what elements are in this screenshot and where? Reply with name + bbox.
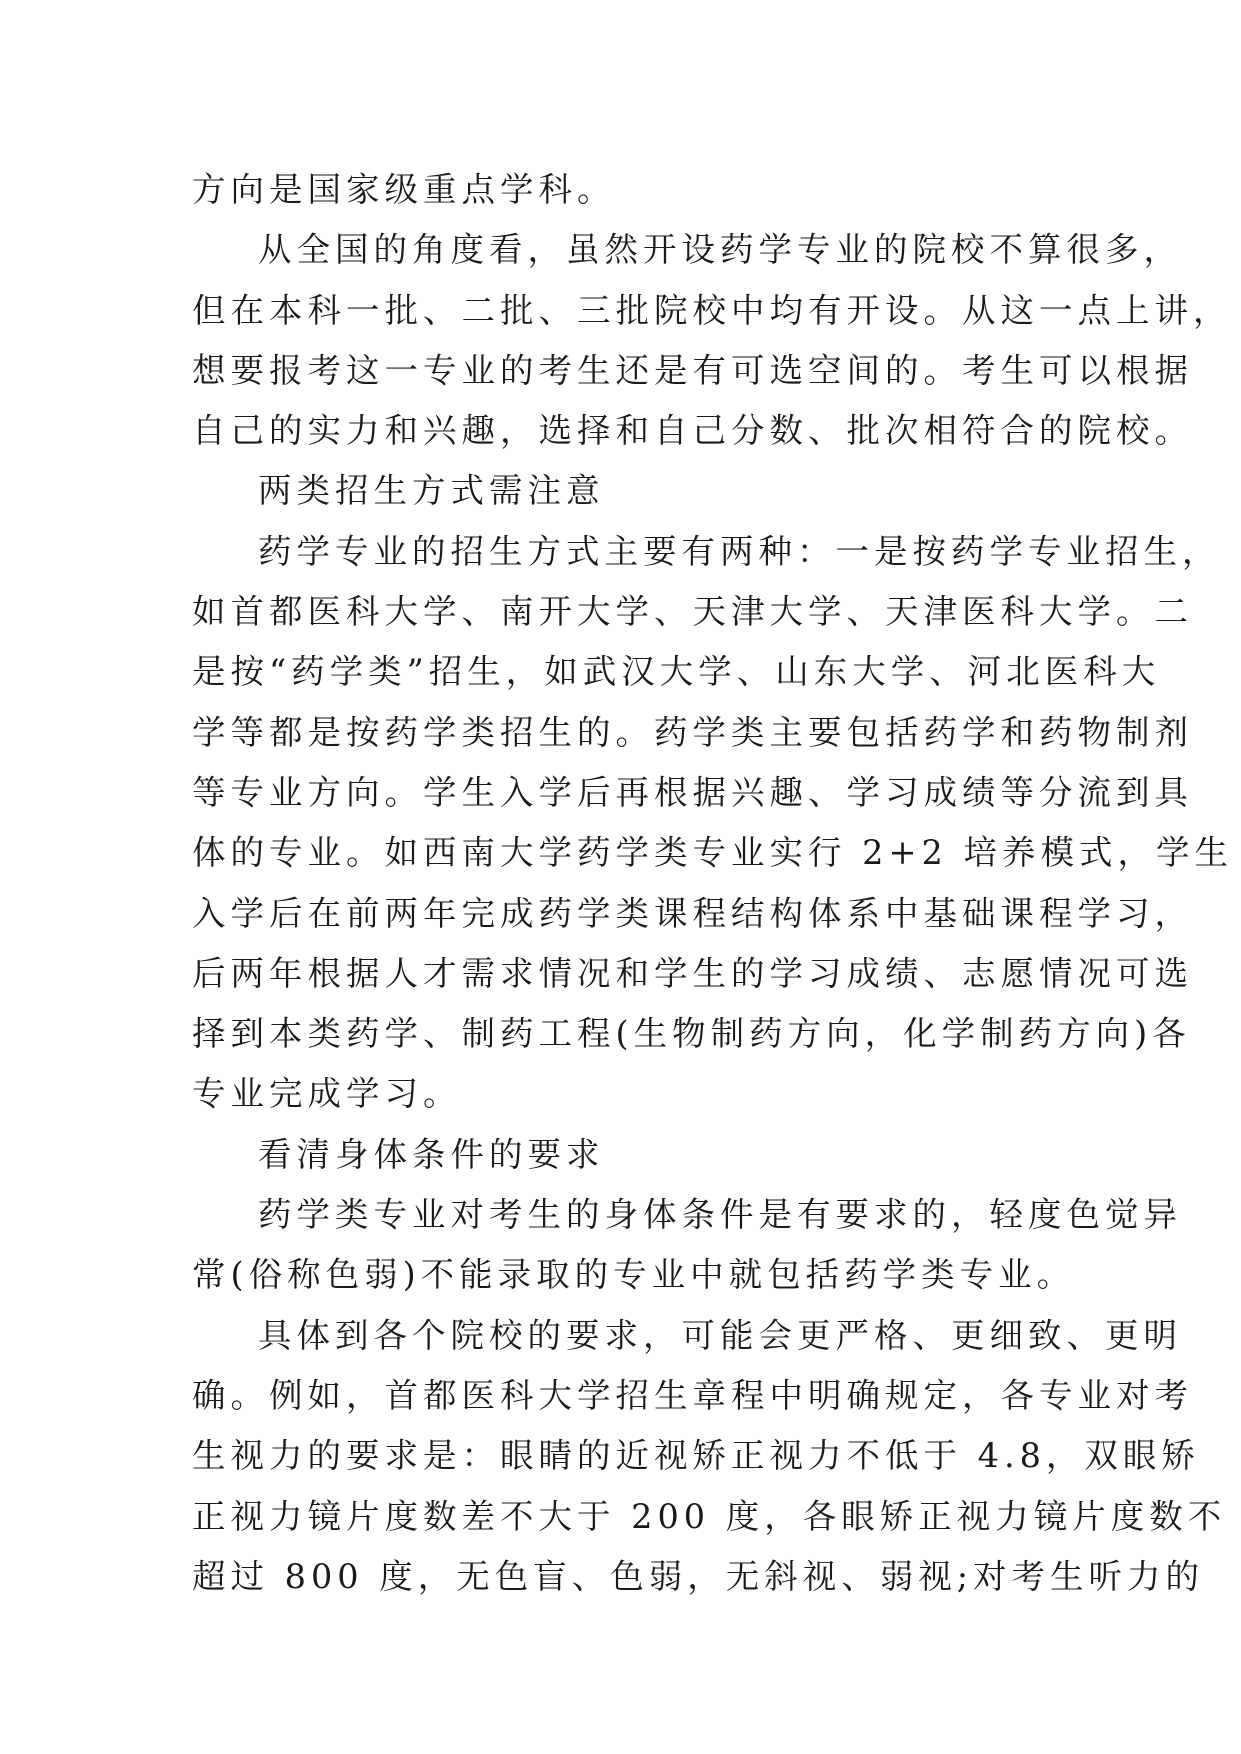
text-line: 想要报考这一专业的考生还是有可选空间的。考生可以根据 — [192, 350, 1193, 390]
text-line: 择到本类药学、制药工程(生物制药方向，化学制药方向)各 — [192, 1014, 1191, 1054]
text-line: 但在本科一批、二批、三批院校中均有开设。从这一点上讲， — [192, 290, 1232, 330]
text-line: 自己的实力和兴趣，选择和自己分数、批次相符合的院校。 — [192, 411, 1193, 451]
body-text — [192, 160, 1233, 1607]
section-heading: 看清身体条件的要求 — [258, 1134, 605, 1174]
text-line: 从全国的角度看，虽然开设药学专业的院校不算很多， — [258, 230, 1182, 270]
text-line: 等专业方向。学生入学后再根据兴趣、学习成绩等分流到具 — [192, 772, 1193, 812]
section-heading: 两类招生方式需注意 — [258, 471, 605, 511]
text-line: 体的专业。如西南大学药学类专业实行 2+2 培养模式，学生 — [192, 833, 1233, 873]
text-line: 常(俗称色弱)不能录取的专业中就包括药学类专业。 — [192, 1255, 1076, 1295]
text-line: 正视力镜片度数差不大于 200 度，各眼矫正视力镜片度数不 — [192, 1496, 1227, 1536]
text-line: 如首都医科大学、南开大学、天津大学、天津医科大学。二 — [192, 592, 1193, 632]
text-line: 学等都是按药学类招生的。药学类主要包括药学和药物制剂 — [192, 712, 1193, 752]
text-line: 药学专业的招生方式主要有两种：一是按药学专业招生， — [258, 531, 1221, 571]
text-line: 药学类专业对考生的身体条件是有要求的，轻度色觉异 — [258, 1195, 1182, 1235]
text-line: 方向是国家级重点学科。 — [192, 170, 616, 209]
text-line: 超过 800 度，无色盲、色弱，无斜视、弱视;对考生听力的 — [192, 1556, 1205, 1596]
text-line: 生视力的要求是：眼睛的近视矫正视力不低于 4.8，双眼矫 — [192, 1436, 1200, 1476]
text-line: 确。例如，首都医科大学招生章程中明确规定，各专业对考 — [192, 1375, 1193, 1415]
text-line: 专业完成学习。 — [192, 1074, 462, 1114]
text-line: 是按“药学类”招生，如武汉大学、山东大学、河北医科大 — [192, 652, 1161, 692]
text-line: 入学后在前两年完成药学类课程结构体系中基础课程学习， — [192, 893, 1193, 933]
text-line: 具体到各个院校的要求，可能会更严格、更细致、更明 — [258, 1315, 1182, 1355]
text-line: 后两年根据人才需求情况和学生的学习成绩、志愿情况可选 — [192, 953, 1193, 993]
